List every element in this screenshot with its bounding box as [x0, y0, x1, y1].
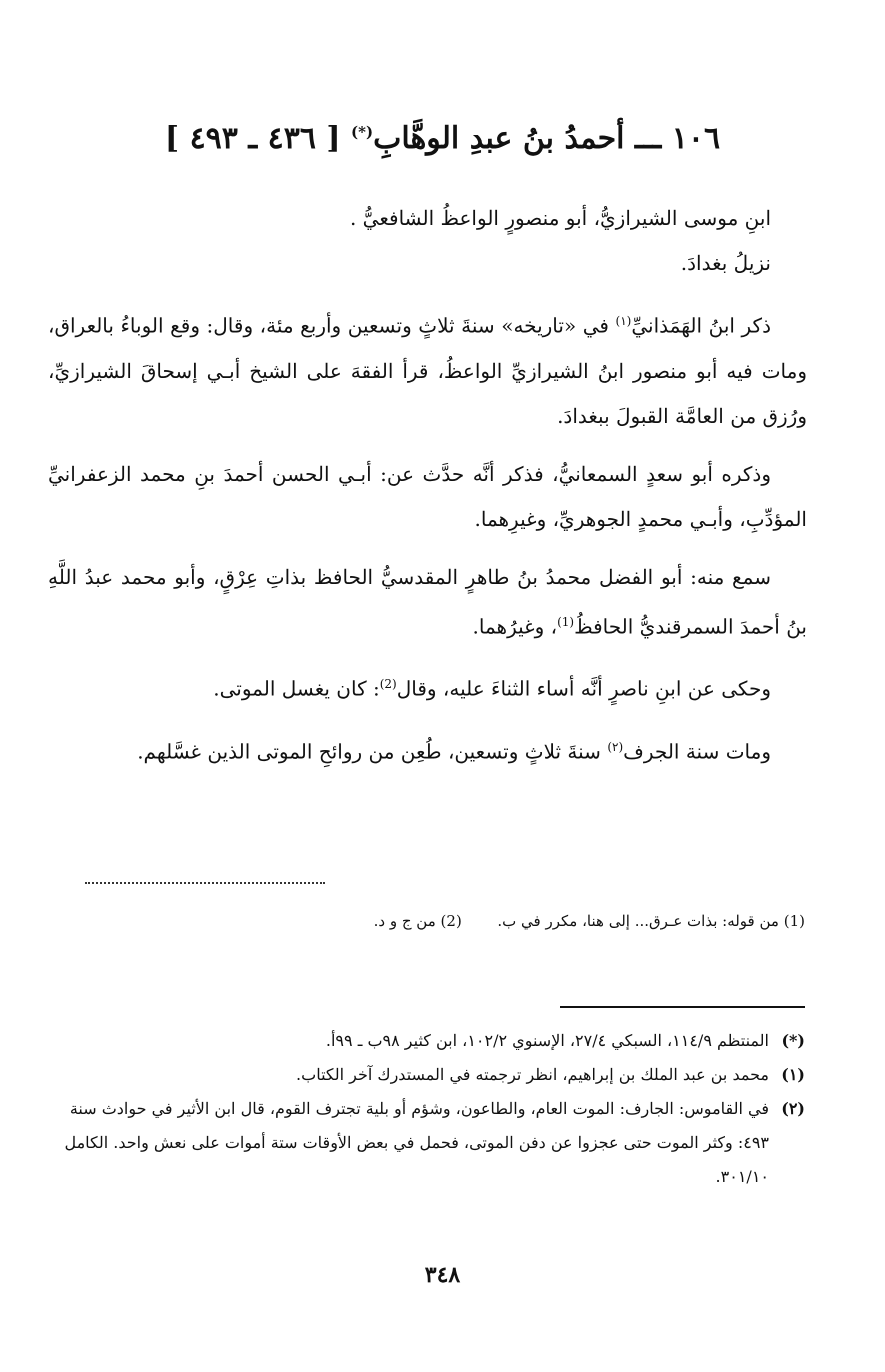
variant-notes-separator — [85, 882, 325, 884]
entry-body — [48, 196, 807, 788]
page-number: ٣٤٨ — [424, 1262, 461, 1288]
body-paragraph — [48, 452, 807, 542]
paragraph-text: سنةَ ثلاثٍ وتسعين، طُعِن من روائحِ الموتى الذين غسَّلهم. — [137, 739, 608, 764]
body-paragraph — [48, 299, 807, 439]
body-paragraph — [48, 725, 807, 775]
variant-note-number: (1) — [783, 912, 805, 930]
entry-reference-mark: (*) — [351, 123, 374, 141]
paragraph-text: سمع منه: أبو الفضل محمدُ بنُ طاهرٍ المقدسيُّ الحافظ بذاتِ عِرْقٍ، وأبو محمد عبدُ اللَّهِ بنُ أحمدَ السمرقنديُّ الحافظُ — [48, 564, 807, 639]
paragraph-text: ابنِ موسى الشيرازيُّ، أبو منصورٍ الواعظُ الشافعيُّ . — [349, 206, 771, 230]
body-paragraph — [48, 241, 807, 286]
footnote-marker: (١) — [615, 314, 632, 328]
footnote-number: (٢) — [781, 1099, 805, 1118]
paragraph-text: ، وغيرُهما. — [472, 614, 558, 639]
footnote-marker: (1) — [557, 614, 575, 629]
footnote-text: المنتظم ١١٤/٩، السبكي ٢٧/٤، الإسنوي ١٠٢/٢، ابن كثير ٩٨ب ـ ٩٩أ. — [325, 1031, 769, 1050]
entry-years: [ ٤٣٦ ـ ٤٩٣ ] — [164, 121, 341, 156]
footnote-marker: (٢) — [607, 739, 624, 754]
footnote — [56, 1024, 805, 1058]
entry-number: ١٠٦ — [671, 121, 721, 156]
footnote-text: في القاموس: الجارف: الموت العام، والطاعون، وشؤم أو بلية تجترف القوم، قال ابن الأثير في حوادث سنة ٤٩٣: وكثر الموت حتى عجزوا عن دفن الموتى، فحمل في بعض الأوقات ستة أموات على نعش واحد. الكامل ٣٠١/١٠. — [64, 1099, 769, 1186]
footnote — [56, 1092, 805, 1194]
footnote-text: محمد بن عبد الملك بن إبراهيم، انظر ترجمته في المستدرك آخر الكتاب. — [296, 1065, 769, 1084]
entry-title — [60, 108, 825, 163]
entry-name: أحمدُ بنُ عبدِ الوهَّابِ — [373, 121, 625, 156]
footnote — [56, 1058, 805, 1092]
footnotes — [56, 1024, 805, 1194]
footnotes-separator — [560, 1006, 805, 1008]
paragraph-text: ذكر ابنُ الهَمَذانيِّ — [631, 313, 771, 338]
variant-note-text: من ج و د. — [373, 912, 436, 930]
body-paragraph — [48, 555, 807, 650]
paragraph-text: في «تاريخه» سنةَ ثلاثٍ وتسعين وأربع مئة، وقال: وقع الوباءُ بالعراق، ومات فيه أبو منصور ابنُ الشيرازيِّ الواعظُ، قرأ الفقهَ على الشيخ أبـي إسحاقَ الشيرازيِّ، ورُزق من العامَّة القبولَ ببغدادَ. — [48, 313, 807, 428]
paragraph-text: نزيلُ بغدادَ. — [680, 251, 771, 275]
entry-dash: ـــ — [634, 121, 662, 156]
variant-note-number: (2) — [440, 912, 462, 930]
body-paragraph — [48, 662, 807, 712]
footnote-number: (*) — [781, 1031, 805, 1050]
footnote-number: (١) — [781, 1065, 805, 1084]
paragraph-text: ومات سنة الجرف — [623, 739, 771, 764]
paragraph-text: وحكى عن ابنِ ناصرٍ أنَّه أساء الثناءَ عليه، وقال — [396, 676, 771, 701]
variant-notes — [80, 906, 805, 936]
variant-note-text: من قوله: بذات عـرق... إلى هنا، مكرر في ب. — [497, 912, 779, 930]
paragraph-text: وذكره أبو سعدٍ السمعانيُّ، فذكر أنَّه حدَّث عن: أبـي الحسن أحمدَ بنِ محمد الزعفرانيِّ المؤدِّبِ، وأبـي محمدٍ الجوهريِّ، وغيرِهما. — [48, 461, 807, 531]
footnote-marker: (2) — [379, 677, 397, 692]
body-paragraph — [48, 196, 807, 241]
paragraph-text: : كان يغسل الموتى. — [213, 676, 380, 701]
